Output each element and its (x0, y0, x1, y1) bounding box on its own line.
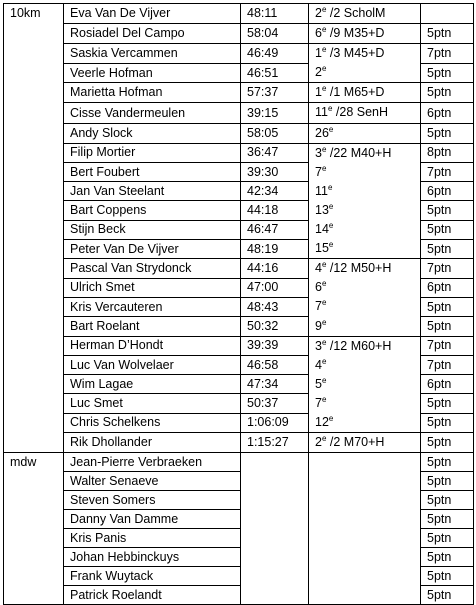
rank-number: 15 (315, 241, 329, 256)
runner-name: Cisse Vandermeulen (64, 103, 241, 123)
runner-name: Luc Smet (64, 394, 241, 413)
ordinal-suffix: e (328, 201, 334, 211)
points-cell: 5ptn (421, 453, 474, 472)
rank-line (315, 356, 414, 375)
rank-category: /3 M45+D (326, 46, 385, 61)
ordinal-suffix: e (328, 413, 334, 423)
runner-name: Bert Foubert (64, 162, 241, 181)
ordinal-suffix: e (328, 220, 334, 230)
rank-line (315, 433, 414, 452)
finish-time: 50:32 (241, 317, 309, 336)
ordinal-suffix: e (327, 104, 333, 114)
points-cell (421, 4, 474, 24)
points-cell: 5ptn (421, 548, 474, 567)
rank-cell (309, 259, 421, 336)
runner-name: Herman D’Hondt (64, 336, 241, 355)
rank-line (315, 182, 414, 201)
points-cell: 5ptn (421, 201, 474, 220)
rank-number: 26 (315, 125, 329, 140)
finish-time: 39:39 (241, 336, 309, 355)
results-table (3, 3, 474, 605)
rank-category: /1 M65+D (326, 85, 385, 100)
ordinal-suffix: e (328, 239, 334, 249)
runner-name: Bart Roelant (64, 317, 241, 336)
points-cell: 5ptn (421, 567, 474, 586)
points-cell: 7ptn (421, 355, 474, 374)
rank-line (315, 124, 414, 143)
runner-name: Jean-Pierre Verbraeken (64, 453, 241, 472)
ordinal-suffix: e (327, 182, 333, 192)
rank-cell (309, 433, 421, 453)
results-sheet (3, 3, 473, 602)
runner-name: Luc Van Wolvelaer (64, 355, 241, 374)
rank-line (315, 278, 414, 297)
runner-name: Saskia Vercammen (64, 44, 241, 64)
finish-time: 46:58 (241, 355, 309, 374)
runner-name: Patrick Roelandt (64, 586, 241, 605)
runner-name: Filip Mortier (64, 143, 241, 162)
points-cell: 5ptn (421, 123, 474, 143)
points-cell: 7ptn (421, 44, 474, 64)
finish-time: 46:47 (241, 220, 309, 239)
ordinal-suffix: e (321, 433, 327, 443)
finish-time: 58:04 (241, 24, 309, 44)
points-cell: 5ptn (421, 586, 474, 605)
rank-category: /2 ScholM (326, 6, 386, 20)
runner-name: Veerle Hofman (64, 63, 241, 83)
finish-time: 57:37 (241, 83, 309, 103)
points-cell: 8ptn (421, 143, 474, 162)
ordinal-suffix: e (321, 317, 327, 327)
rank-line (315, 394, 414, 413)
runner-name: Kris Vercauteren (64, 297, 241, 316)
ordinal-suffix: e (328, 124, 334, 134)
points-cell: 5ptn (421, 413, 474, 432)
rank-number: 5 (315, 376, 322, 391)
rank-line (315, 163, 414, 182)
runner-name: Bart Coppens (64, 201, 241, 220)
rank-number: 13 (315, 202, 329, 217)
ordinal-suffix: e (321, 45, 327, 55)
ordinal-suffix: e (321, 337, 327, 347)
rank-cell (309, 336, 421, 432)
rank-line (315, 337, 414, 356)
rank-cell (309, 44, 421, 83)
rank-number: 12 (315, 414, 329, 429)
points-cell: 6ptn (421, 375, 474, 394)
runner-name: Pascal Van Strydonck (64, 259, 241, 278)
ordinal-suffix: e (321, 4, 327, 14)
points-cell: 5ptn (421, 472, 474, 491)
runner-name: Rosiadel Del Campo (64, 24, 241, 44)
finish-time: 1:06:09 (241, 413, 309, 432)
runner-name: Danny Van Damme (64, 510, 241, 529)
ordinal-suffix: e (321, 375, 327, 385)
rank-number: 9 (315, 318, 322, 333)
rank-number: 11 (315, 105, 328, 120)
rank-number: 3 (315, 338, 322, 353)
rank-number: 3 (315, 145, 322, 160)
finish-time: 50:37 (241, 394, 309, 413)
rank-line (315, 239, 414, 258)
rank-cell (309, 83, 421, 103)
finish-time: 48:19 (241, 239, 309, 258)
points-cell: 5ptn (421, 529, 474, 548)
rank-number: 2 (315, 6, 322, 20)
rank-number: 4 (315, 357, 322, 372)
rank-number: 4 (315, 261, 322, 276)
rank-line (315, 24, 414, 43)
ordinal-suffix: e (321, 260, 327, 270)
rank-number: 2 (315, 435, 322, 450)
rank-category: /22 M40+H (326, 145, 392, 160)
rank-number: 6 (315, 26, 322, 41)
finish-time: 39:15 (241, 103, 309, 123)
finish-time: 42:34 (241, 182, 309, 201)
rank-line (315, 297, 414, 316)
empty-time-cell (241, 453, 309, 605)
points-cell: 5ptn (421, 317, 474, 336)
finish-time: 1:15:27 (241, 433, 309, 453)
rank-line (315, 44, 414, 63)
rank-line (315, 63, 414, 82)
finish-time: 58:05 (241, 123, 309, 143)
rank-cell (309, 4, 421, 24)
points-cell: 5ptn (421, 297, 474, 316)
rank-line (315, 375, 414, 394)
rank-category: /12 M50+H (326, 261, 392, 276)
runner-name: Frank Wuytack (64, 567, 241, 586)
runner-name: Wim Lagae (64, 375, 241, 394)
finish-time: 46:51 (241, 63, 309, 83)
ordinal-suffix: e (321, 394, 327, 404)
ordinal-suffix: e (321, 298, 327, 308)
runner-name: Chris Schelkens (64, 413, 241, 432)
rank-line (315, 83, 414, 102)
empty-rank-cell (309, 453, 421, 605)
points-cell: 7ptn (421, 259, 474, 278)
finish-time: 44:18 (241, 201, 309, 220)
points-cell: 7ptn (421, 162, 474, 181)
runner-name: Ulrich Smet (64, 278, 241, 297)
ordinal-suffix: e (321, 163, 327, 173)
runner-name: Jan Van Steelant (64, 182, 241, 201)
ordinal-suffix: e (321, 24, 327, 34)
rank-line (315, 144, 414, 163)
finish-time: 47:34 (241, 375, 309, 394)
rank-line (315, 201, 414, 220)
finish-time: 39:30 (241, 162, 309, 181)
runner-name: Walter Senaeve (64, 472, 241, 491)
rank-line (315, 259, 414, 278)
runner-name: Marietta Hofman (64, 83, 241, 103)
finish-time: 48:43 (241, 297, 309, 316)
rank-line (315, 4, 414, 23)
points-cell: 6ptn (421, 182, 474, 201)
points-cell: 5ptn (421, 63, 474, 83)
points-cell: 5ptn (421, 510, 474, 529)
rank-cell (309, 143, 421, 259)
rank-category: /9 M35+D (326, 26, 385, 41)
points-cell: 5ptn (421, 24, 474, 44)
rank-category: /12 M60+H (326, 338, 392, 353)
finish-time: 36:47 (241, 143, 309, 162)
finish-time: 46:49 (241, 44, 309, 64)
runner-name: Peter Van De Vijver (64, 239, 241, 258)
points-cell: 5ptn (421, 83, 474, 103)
points-cell: 7ptn (421, 336, 474, 355)
finish-time: 44:16 (241, 259, 309, 278)
rank-number: 7 (315, 299, 322, 314)
finish-time: 48:11 (241, 4, 309, 24)
points-cell: 5ptn (421, 433, 474, 453)
rank-line (315, 317, 414, 336)
rank-number: 11 (315, 183, 328, 198)
ordinal-suffix: e (321, 356, 327, 366)
points-cell: 5ptn (421, 394, 474, 413)
rank-line (315, 413, 414, 432)
runner-name: Rik Dhollander (64, 433, 241, 453)
runner-name: Kris Panis (64, 529, 241, 548)
points-cell: 6ptn (421, 103, 474, 123)
rank-line (315, 103, 414, 122)
rank-number: 1 (315, 85, 322, 100)
ordinal-suffix: e (321, 84, 327, 94)
runner-name: Johan Hebbinckuys (64, 548, 241, 567)
rank-number: 7 (315, 164, 322, 179)
runner-name: Eva Van De Vijver (64, 4, 241, 24)
rank-number: 6 (315, 280, 322, 295)
runner-name: Stijn Beck (64, 220, 241, 239)
points-cell: 6ptn (421, 278, 474, 297)
points-cell: 5ptn (421, 491, 474, 510)
runner-name: Steven Somers (64, 491, 241, 510)
rank-category: /28 SenH (332, 105, 389, 120)
rank-number: 1 (315, 46, 322, 61)
rank-category: /2 M70+H (326, 435, 385, 450)
points-cell: 5ptn (421, 220, 474, 239)
rank-number: 2 (315, 65, 322, 80)
rank-cell (309, 103, 421, 123)
points-cell: 5ptn (421, 239, 474, 258)
finish-time: 47:00 (241, 278, 309, 297)
category-cell: mdw (4, 453, 64, 605)
rank-cell (309, 24, 421, 44)
category-cell: 10km (4, 4, 64, 453)
ordinal-suffix: e (321, 279, 327, 289)
ordinal-suffix: e (321, 64, 327, 74)
rank-number: 14 (315, 222, 329, 237)
rank-cell (309, 123, 421, 143)
ordinal-suffix: e (321, 144, 327, 154)
rank-number: 7 (315, 395, 322, 410)
rank-line (315, 220, 414, 239)
runner-name: Andy Slock (64, 123, 241, 143)
